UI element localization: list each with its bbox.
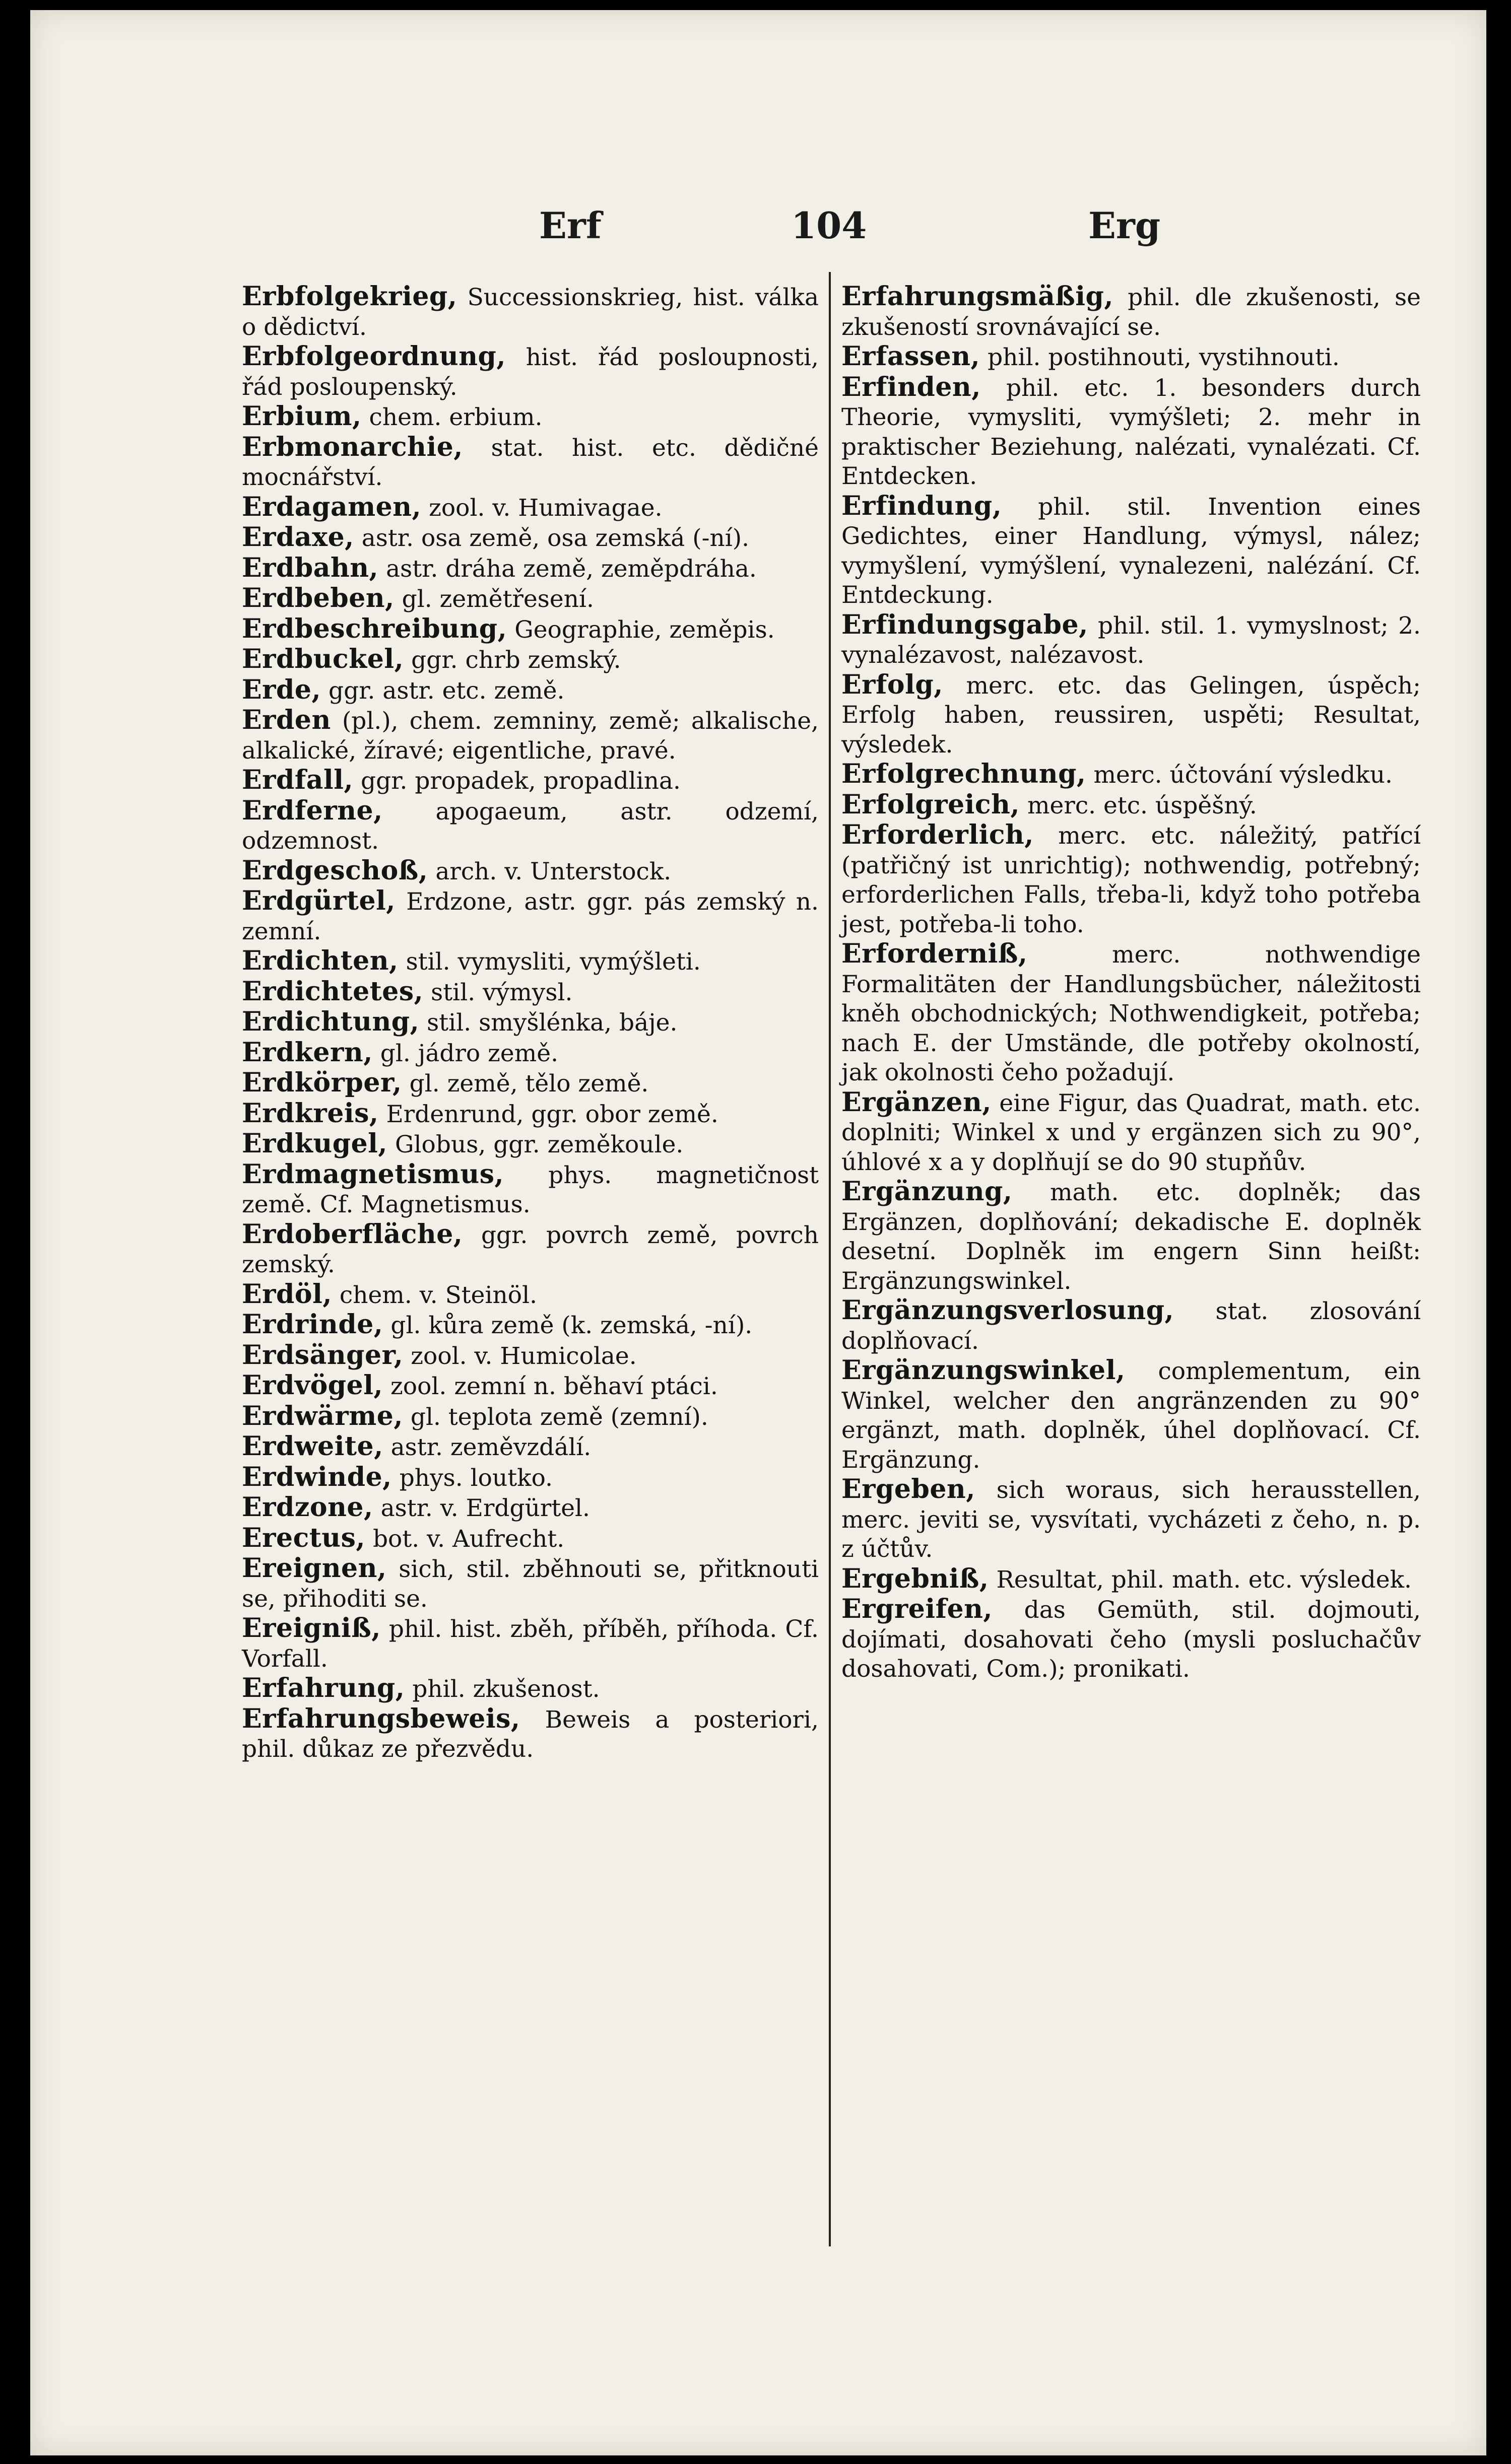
dictionary-entry [242,1038,819,1069]
dictionary-entry [242,1220,819,1280]
dictionary-entry [242,645,819,675]
entry-definition: chem. v. Steinöl. [339,1281,538,1309]
entry-definition: das Gemüth, stil. dojmouti, dojímati, dosahovati čeho (mysli posluchačův dosahovati, Com.); pronikati. [841,1596,1421,1683]
entry-definition: ggr. propadek, propadlina. [361,767,681,795]
dictionary-entry [841,820,1421,939]
entry-definition: Globus, ggr. zeměkoule. [395,1131,684,1158]
entry-headword: Erbfolgeordnung, [242,341,506,372]
dictionary-entry [242,1614,819,1674]
entry-headword: Ergänzen, [841,1086,992,1118]
dictionary-entry [242,1493,819,1524]
dictionary-entry [242,1099,819,1130]
dictionary-entry [242,433,819,493]
entry-definition: zool. v. Humicolae. [411,1342,637,1370]
entry-definition: Erdzone, astr. ggr. pás zemský n. zemní. [242,888,819,945]
entry-headword: Erfolgrechnung, [841,759,1086,789]
entry-headword: Erfassen, [841,341,980,372]
dictionary-entry [841,1296,1421,1356]
entry-headword: Erbium, [242,401,362,432]
entry-definition: gl. kůra země (k. zemská, -ní). [390,1312,753,1339]
entry-definition: stat. zlosování doplňovací. [841,1297,1421,1355]
entry-headword: Erfolgreich, [841,789,1020,820]
dictionary-entry [242,977,819,1008]
running-head-left: Erf [539,204,602,247]
dictionary-entry [242,1280,819,1311]
dictionary-entry [242,1310,819,1341]
entry-headword: Erdwinde, [242,1461,392,1492]
entry-headword: Erdweite, [242,1431,383,1462]
entry-definition: phys. loutko. [399,1464,553,1492]
entry-headword: Erdbuckel, [242,644,404,674]
entry-definition: bot. v. Aufrecht. [372,1525,565,1553]
entry-definition: (pl.), chem. zemniny, země; alkalische, alkalické, žíravé; eigentliche, pravé. [242,707,819,765]
entry-headword: Erdsänger, [242,1339,404,1371]
dictionary-entry [242,1674,819,1704]
dictionary-entry [841,342,1421,373]
entry-definition: astr. zeměvzdálí. [390,1433,592,1461]
entry-headword: Erdbeschreibung, [242,613,507,644]
entry-definition: stil. výmysl. [431,978,573,1006]
dictionary-entry [841,760,1421,790]
entry-definition: phys. magnetičnost země. Cf. Magnetismus. [242,1161,819,1218]
entry-definition: merc. etc. náležitý, patřící (patřičný ist unrichtig); nothwendig, potřebný; erforderlichen Falls, třeba-li, když toho potřeba jest, potřeba-li toho. [841,822,1421,938]
dictionary-entry [841,1475,1421,1564]
entry-definition: merc. nothwendige Formalitäten der Handlungsbücher, náležitosti kněh obchodnických; Nothwendigkeit, potřeba; nach E. der Umstände, dle potřeby okolností, jak okolnosti čeho požadují. [841,941,1421,1086]
entry-definition: eine Figur, das Quadrat, math. etc. doplniti; Winkel x und y ergänzen sich zu 90°, úhlové x a y doplňují se do 90 stupňův. [841,1089,1421,1176]
entry-definition: ggr. chrb zemský. [411,646,621,674]
entry-definition: zool. zemní n. běhaví ptáci. [390,1373,718,1400]
entry-definition: hist. řád posloupnosti, řád posloupenský. [242,344,819,401]
entry-definition: phil. zkušenost. [412,1675,600,1703]
entry-definition: sich woraus, sich herausstellen, merc. jeviti se, vysvítati, vycházeti z čeho, n. p. z účtův. [841,1476,1421,1563]
column-rule [829,272,831,2246]
dictionary-entry [242,554,819,584]
dictionary-entry [841,373,1421,492]
dictionary-entry [242,493,819,523]
entry-definition: phil. stil. Invention eines Gedichtes, einer Handlung, výmysl, nález; vymyšlení, vymýšlení, vynalezeni, nalézání. Cf. Entdeckung. [841,493,1421,609]
entry-headword: Erdrinde, [242,1309,383,1340]
entry-definition: phil. etc. 1. besonders durch Theorie, vymysliti, vymýšleti; 2. mehr in praktischer Beziehung, nalézati, vynalézati. Cf. Entdecken. [841,374,1421,490]
dictionary-entry [242,1524,819,1554]
dictionary-entry [841,1564,1421,1595]
entry-headword: Ergebniß, [841,1563,989,1594]
entry-definition: chem. erbium. [369,403,543,431]
dictionary-entry [242,584,819,614]
dictionary-entry [242,1463,819,1493]
entry-definition: ggr. astr. etc. země. [329,676,565,705]
left-column [242,282,819,1764]
dictionary-entry [841,670,1421,760]
entry-headword: Erdaxe, [242,522,354,553]
dictionary-entry [841,1177,1421,1296]
entry-definition: apogaeum, astr. odzemí, odzemnost. [242,797,819,855]
dictionary-entry [841,610,1421,670]
entry-headword: Ergänzung, [841,1176,1013,1207]
entry-headword: Erdzone, [242,1492,373,1523]
dictionary-entry [242,1129,819,1160]
dictionary-entry [242,886,819,946]
page-number: 104 [791,204,867,247]
entry-headword: Erdwärme, [242,1400,403,1431]
entry-definition: merc. etc. úspěšný. [1027,791,1257,819]
entry-definition: gl. země, tělo země. [409,1070,649,1098]
entry-definition: Successionskrieg, hist. válka o dědictví. [242,284,819,341]
entry-headword: Erfahrung, [242,1673,405,1703]
dictionary-entry [242,856,819,887]
entry-headword: Ergänzungsverlosung, [841,1295,1174,1326]
entry-definition: Beweis a posteriori, phil. důkaz ze přezvědu. [242,1705,819,1763]
dictionary-entry [841,939,1421,1088]
dictionary-entry [242,706,819,766]
entry-definition: Geographie, zeměpis. [514,615,775,644]
entry-definition: stat. hist. etc. dědičné mocnářství. [242,434,819,491]
entry-headword: Erdagamen, [242,491,422,522]
entry-headword: Ereignen, [242,1553,387,1584]
entry-definition: Erdenrund, ggr. obor země. [386,1100,718,1128]
dictionary-entry [242,1704,819,1764]
entry-definition: gl. zemětřesení. [402,585,594,613]
entry-headword: Erfinden, [841,371,981,402]
book-page [30,10,1486,2455]
dictionary-entry [242,1402,819,1432]
entry-headword: Erdgürtel, [242,885,396,916]
entry-definition: merc. účtování výsledku. [1093,761,1393,789]
entry-headword: Erfolg, [841,669,943,700]
entry-headword: Erdoberfläche, [242,1218,463,1250]
dictionary-entry [242,1068,819,1099]
dictionary-entry [242,402,819,433]
entry-headword: Erdichtung, [242,1006,420,1037]
dictionary-entry [242,523,819,554]
dictionary-entry [841,1088,1421,1178]
entry-headword: Ergänzungswinkel, [841,1355,1126,1386]
dictionary-entry [242,1160,819,1220]
dictionary-entry [242,614,819,645]
entry-headword: Erforderlich, [841,819,1034,850]
entry-headword: Erfindungsgabe, [841,609,1088,640]
entry-headword: Erden [242,705,331,735]
entry-definition: astr. osa země, osa zemská (-ní). [361,524,750,552]
entry-headword: Erdbeben, [242,583,395,613]
entry-headword: Erdkreis, [242,1098,379,1129]
entry-headword: Erdbahn, [242,552,379,583]
entry-definition: math. etc. doplněk; das Ergänzen, doplňování; dekadische E. doplněk desetní. Doplněk im engern Sinn heißt: Ergänzungswinkel. [841,1179,1421,1295]
dictionary-entry [242,1554,819,1614]
entry-headword: Erdfall, [242,765,354,795]
entry-headword: Erdvögel, [242,1370,383,1401]
dictionary-entry [841,1595,1421,1684]
entry-headword: Erdkörper, [242,1067,402,1098]
entry-definition: astr. dráha země, zeměpdráha. [386,555,757,583]
entry-headword: Erforderniß, [841,938,1028,969]
running-head [30,204,1486,264]
entry-headword: Erdkern, [242,1037,373,1068]
entry-headword: Erdmagnetismus, [242,1158,504,1190]
entry-headword: Erdöl, [242,1278,332,1310]
dictionary-entry [242,766,819,796]
entry-definition: gl. teplota země (zemní). [410,1403,708,1431]
entry-definition: zool. v. Humivagae. [429,494,663,522]
entry-headword: Erbmonarchie, [242,431,463,462]
entry-definition: astr. v. Erdgürtel. [380,1494,590,1522]
dictionary-entry [841,282,1421,342]
entry-definition: arch. v. Unterstock. [435,857,672,885]
entry-definition: complementum, ein Winkel, welcher den angränzenden zu 90° ergänzt, math. doplněk, úhel doplňovací. Cf. Ergänzung. [841,1357,1421,1474]
entry-definition: phil. dle zkušenosti, se zkušeností srovnávající se. [841,284,1421,341]
entry-definition: stil. smyšlénka, báje. [427,1009,678,1037]
entry-definition: stil. vymysliti, vymýšleti. [406,948,701,976]
entry-definition: gl. jádro země. [380,1039,559,1067]
entry-headword: Erdkugel, [242,1128,388,1159]
entry-headword: Erbfolgekrieg, [242,281,457,312]
entry-definition: phil. postihnouti, vystihnouti. [988,344,1340,371]
dictionary-entry [242,1007,819,1038]
entry-headword: Erfahrungsmäßig, [841,281,1113,312]
entry-headword: Erdichten, [242,945,399,976]
entry-definition: ggr. povrch země, povrch zemský. [242,1221,819,1278]
dictionary-entry [841,1356,1421,1475]
dictionary-entry [242,342,819,402]
dictionary-entry [242,1371,819,1402]
entry-headword: Erdgeschoß, [242,855,428,886]
entry-headword: Ergreifen, [841,1594,993,1624]
entry-definition: phil. hist. zběh, příběh, příhoda. Cf. Vorfall. [242,1615,819,1673]
dictionary-entry [242,1432,819,1463]
dictionary-entry [242,675,819,706]
entry-headword: Erfindung, [841,490,1002,521]
entry-headword: Ereigniß, [242,1613,381,1644]
entry-definition: phil. stil. 1. vymyslnost; 2. vynalézavost, nalézavost. [841,611,1421,669]
entry-definition: Resultat, phil. math. etc. výsledek. [996,1565,1412,1594]
entry-headword: Erdichtetes, [242,976,424,1007]
entry-headword: Erectus, [242,1522,365,1553]
entry-headword: Ergeben, [841,1474,975,1504]
entry-definition: merc. etc. das Gelingen, úspěch; Erfolg haben, reussiren, uspěti; Resultat, výsledek. [841,671,1421,759]
dictionary-entry [242,946,819,977]
dictionary-entry [242,282,819,342]
right-column [841,282,1421,1684]
entry-definition: sich, stil. zběhnouti se, přitknouti se, přihoditi se. [242,1555,819,1613]
entry-headword: Erdferne, [242,795,383,826]
running-head-right: Erg [1088,204,1161,247]
dictionary-entry [841,492,1421,610]
dictionary-entry [841,790,1421,821]
dictionary-entry [242,796,819,856]
entry-headword: Erde, [242,674,321,705]
entry-headword: Erfahrungsbeweis, [242,1703,520,1734]
dictionary-entry [242,1341,819,1372]
